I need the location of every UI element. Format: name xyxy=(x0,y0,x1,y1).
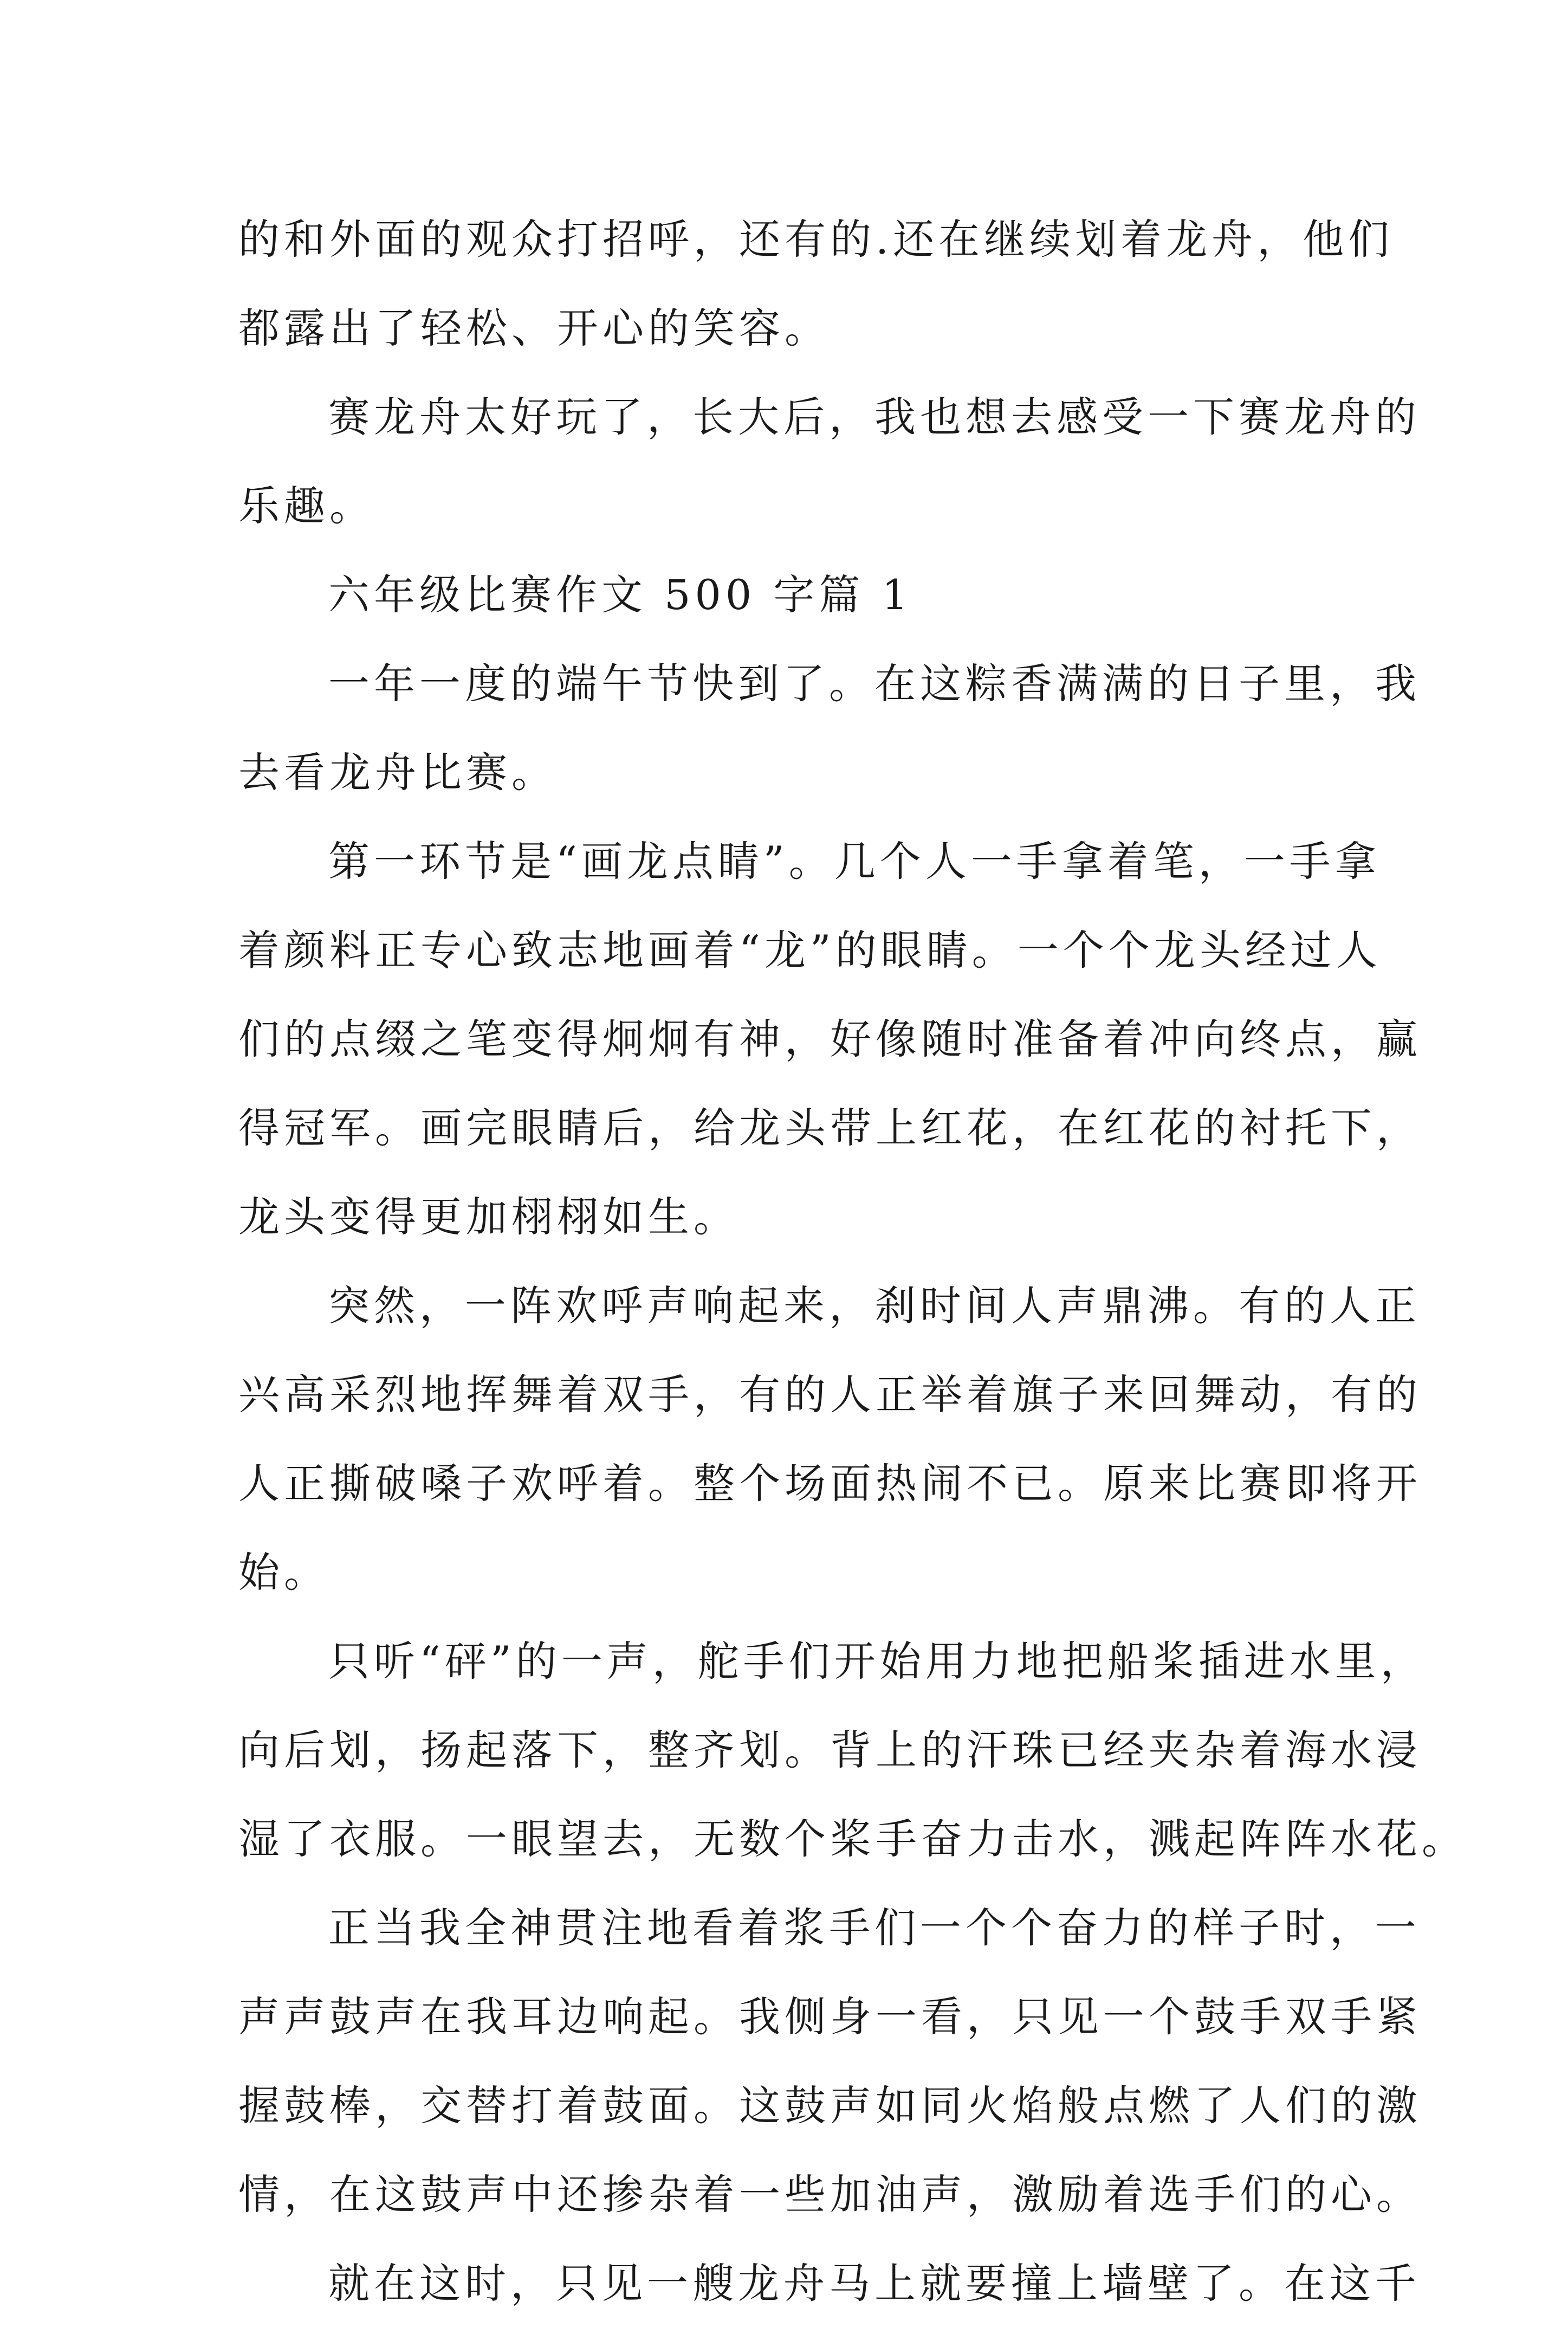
paragraph-continued xyxy=(238,195,1394,373)
text-line: 乐趣。 xyxy=(238,482,375,530)
text-line: 都露出了轻松、开心的笑容。 xyxy=(238,304,830,352)
text-line: 的和外面的观众打招呼，还有的.还在继续划着龙舟，他们 xyxy=(238,215,1394,263)
text-line: 一年一度的端午节快到了。在这粽香满满的日子里，我 xyxy=(328,659,1421,708)
text-line: 向后划，扬起落下，整齐划。背上的汗珠已经夹杂着海水浸 xyxy=(238,1726,1422,1774)
text-line: 第一环节是“画龙点睛”。几个人一手拿着笔，一手拿 xyxy=(328,837,1381,885)
text-line: 们的点缀之笔变得炯炯有神，好像随时准备着冲向终点，赢 xyxy=(238,1015,1422,1063)
text-line: 去看龙舟比赛。 xyxy=(238,748,557,797)
text-line: 始。 xyxy=(238,1548,329,1596)
paragraph-intro xyxy=(238,639,1421,817)
body-text xyxy=(238,195,1467,2328)
paragraph-fun xyxy=(238,373,1421,551)
text-line: 湿了衣服。一眼望去，无数个桨手奋力击水，溅起阵阵水花。 xyxy=(238,1815,1467,1863)
heading-line: 六年级比赛作文 500 字篇 1 xyxy=(328,571,912,619)
paragraph-start xyxy=(238,1617,1467,1884)
text-line: 着颜料正专心致志地画着“龙”的眼睛。一个个龙头经过人 xyxy=(238,926,1382,974)
text-line: 握鼓棒，交替打着鼓面。这鼓声如同火焰般点燃了人们的激 xyxy=(238,2081,1422,2130)
text-line: 突然，一阵欢呼声响起来，刹时间人声鼎沸。有的人正 xyxy=(328,1282,1421,1330)
paragraph-drum xyxy=(238,1884,1422,2239)
text-line: 人正撕破嗓子欢呼着。整个场面热闹不已。原来比赛即将开 xyxy=(238,1459,1422,1508)
text-line: 只听“砰”的一声，舵手们开始用力地把船桨插进水里， xyxy=(328,1637,1426,1685)
text-line: 龙头变得更加栩栩如生。 xyxy=(238,1193,739,1241)
paragraph-eyes xyxy=(238,817,1422,1262)
text-line: 正当我全神贯注地看着浆手们一个个奋力的样子时，一 xyxy=(328,1904,1421,1952)
paragraph-cheer xyxy=(238,1262,1422,1617)
section-heading xyxy=(238,551,1333,639)
text-line: 赛龙舟太好玩了，长大后，我也想去感受一下赛龙舟的 xyxy=(328,393,1421,441)
text-line: 声声鼓声在我耳边响起。我侧身一看，只见一个鼓手双手紧 xyxy=(238,1993,1422,2041)
text-line: 情，在这鼓声中还掺杂着一些加油声，激励着选手们的心。 xyxy=(238,2170,1422,2219)
paragraph-wall xyxy=(238,2239,1421,2328)
text-line: 就在这时，只见一艘龙舟马上就要撞上墙壁了。在这千 xyxy=(328,2259,1421,2307)
text-line: 兴高采烈地挥舞着双手，有的人正举着旗子来回舞动，有的 xyxy=(238,1370,1422,1419)
text-line: 得冠军。画完眼睛后，给龙头带上红花，在红花的衬托下， xyxy=(238,1104,1422,1152)
